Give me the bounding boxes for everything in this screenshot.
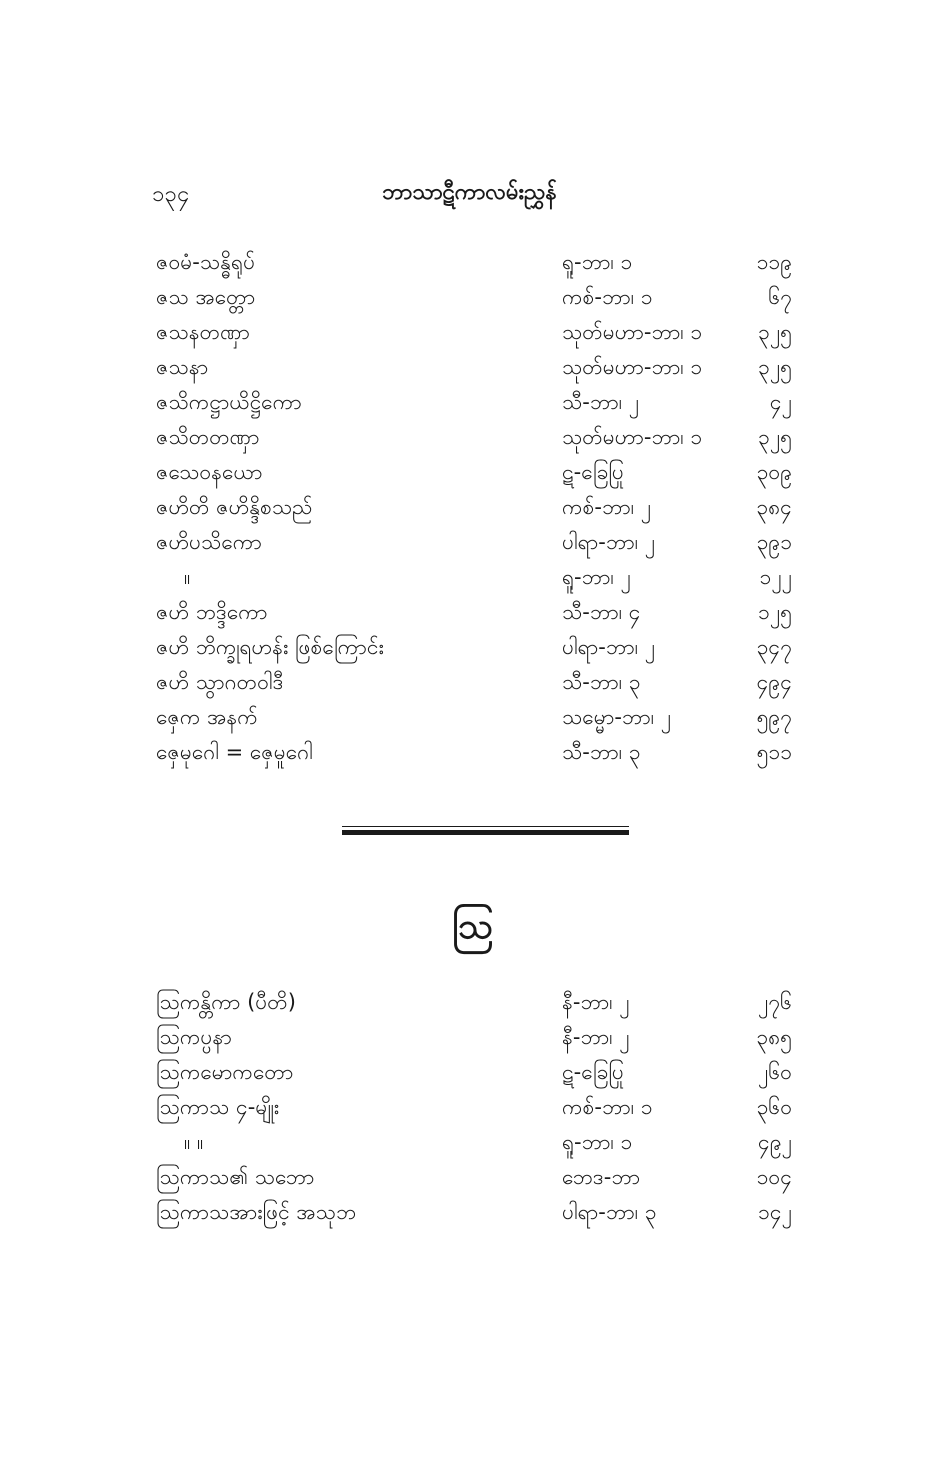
entry-term: ဇှေမုဂေါ = ဇှေမူဂေါ (156, 740, 313, 764)
entry-source: နီ-ဘာ၊ ၂ (562, 1025, 630, 1049)
entry-term: ဩကပ္ပနာ (156, 1025, 232, 1049)
index-entry (152, 525, 792, 560)
index-entry (152, 735, 792, 770)
entry-term: ဩကာသ ၄-မျိုး (156, 1095, 280, 1119)
entry-term: ဇဟိ ဘိက္ခုရဟန်း ဖြစ်ကြောင်း (156, 635, 384, 659)
entry-page-number: ၄၂ (769, 390, 792, 414)
entry-term-ditto-mark: ။ (184, 565, 191, 589)
entry-source: ပါရာ-ဘာ၊ ၂ (562, 530, 656, 554)
entry-source: ပါရာ-ဘာ၊ ၂ (562, 635, 656, 659)
entry-source: ရူ-ဘာ၊ ၂ (562, 565, 631, 589)
entry-source: သီ-ဘာ၊ ၃ (562, 740, 641, 764)
index-entry (152, 1020, 792, 1055)
index-entry (152, 1055, 792, 1090)
page-number: ၁၃၄ (152, 182, 190, 207)
entry-term: ဇဟိပသိကော (156, 530, 262, 554)
index-entry (152, 700, 792, 735)
index-entry (152, 1195, 792, 1230)
entry-source: ပါရာ-ဘာ၊ ၃ (562, 1200, 657, 1224)
entry-page-number: ၁၀၄ (756, 1165, 792, 1189)
section-heading-letter: ဩ (452, 906, 493, 947)
entry-page-number: ၂၇၆ (758, 990, 792, 1014)
index-list-section-two (152, 985, 792, 1230)
entry-source: သုတ်မဟာ-ဘာ၊ ၁ (562, 355, 703, 379)
index-entry (152, 350, 792, 385)
entry-term: ဇဟိတိ ဇဟိန္ဒိစသည် (156, 495, 313, 519)
entry-page-number: ၃၂၅ (758, 320, 792, 344)
entry-page-number: ၁၂၅ (758, 600, 792, 624)
entry-source: သီ-ဘာ၊ ၃ (562, 670, 641, 694)
entry-term: ဇသိတတဏှာ (156, 425, 260, 449)
entry-source: သုတ်မဟာ-ဘာ၊ ၁ (562, 320, 703, 344)
entry-term: ဩကမောကတော (156, 1060, 294, 1084)
entry-term: ဇှေက အနက် (156, 705, 258, 729)
entry-term: ဇသနတဏှာ (156, 320, 250, 344)
entry-page-number: ၃၂၅ (758, 425, 792, 449)
index-entry (152, 665, 792, 700)
index-entry (152, 280, 792, 315)
entry-source: ဋ-ခြေပြု (562, 460, 624, 484)
index-entry (152, 560, 792, 595)
entry-page-number: ၅၉၇ (756, 705, 792, 729)
entry-term: ဇသ အတ္တော (156, 285, 256, 309)
entry-source: ရူ-ဘာ၊ ၁ (562, 250, 633, 274)
entry-source: သီ-ဘာ၊ ၂ (562, 390, 640, 414)
page-title: ဘာသာဋီကာလမ်းညွှန် (382, 180, 557, 205)
entry-term: ဩကာသ၏ သဘော (156, 1165, 315, 1189)
index-list-section-one (152, 245, 792, 770)
entry-term: ဇဟိ သွာဂတဝါဒီ (156, 670, 284, 694)
index-entry (152, 630, 792, 665)
entry-page-number: ၆၇ (768, 285, 792, 309)
entry-page-number: ၃၈၄ (756, 495, 792, 519)
index-entry (152, 385, 792, 420)
entry-source: ရူ-ဘာ၊ ၁ (562, 1130, 633, 1154)
entry-page-number: ၃၄၇ (756, 635, 792, 659)
entry-term: ဇသနာ (156, 355, 209, 379)
entry-page-number: ၄၉၄ (756, 670, 792, 694)
entry-page-number: ၃၆၀ (756, 1095, 792, 1119)
entry-source: ကစ်-ဘာ၊ ၁ (562, 285, 653, 309)
entry-term: ဇဝမံ-သန္ဓိရုပ် (156, 250, 256, 274)
index-entry (152, 315, 792, 350)
entry-term: ဇဟိ ဘဒ္ဒိကော (156, 600, 268, 624)
entry-page-number: ၃၂၅ (758, 355, 792, 379)
entry-source: သမ္မော-ဘာ၊ ၂ (562, 705, 672, 729)
entry-source: ဋ-ခြေပြု (562, 1060, 624, 1084)
section-separator-rule (342, 826, 629, 835)
entry-page-number: ၃၉၁ (756, 530, 792, 554)
index-entry (152, 595, 792, 630)
entry-term: ဇသေဝနယော (156, 460, 263, 484)
entry-term-ditto-mark: ။ ။ (184, 1130, 204, 1154)
entry-source: နီ-ဘာ၊ ၂ (562, 990, 630, 1014)
index-entry (152, 1160, 792, 1195)
entry-page-number: ၁၄၂ (758, 1200, 792, 1224)
entry-source: ကစ်-ဘာ၊ ၂ (562, 495, 652, 519)
entry-source: ကစ်-ဘာ၊ ၁ (562, 1095, 653, 1119)
index-entry (152, 1090, 792, 1125)
entry-source: သုတ်မဟာ-ဘာ၊ ၁ (562, 425, 703, 449)
entry-page-number: ၁၁၉ (756, 250, 792, 274)
index-entry (152, 1125, 792, 1160)
index-entry (152, 985, 792, 1020)
entry-page-number: ၁၂၂ (759, 565, 792, 589)
entry-source: သီ-ဘာ၊ ၄ (562, 600, 641, 624)
entry-page-number: ၅၁၁ (756, 740, 792, 764)
index-entry (152, 490, 792, 525)
entry-term: ဩကာသအားဖြင့် အသုဘ (156, 1200, 357, 1224)
index-entry (152, 455, 792, 490)
index-entry (152, 420, 792, 455)
entry-source: ဘေဒ-ဘာ (562, 1165, 641, 1189)
entry-page-number: ၃၀၉ (756, 460, 792, 484)
entry-page-number: ၂၆၀ (758, 1060, 792, 1084)
entry-term: ဩကန္တိကာ (ပီတိ) (156, 990, 296, 1014)
entry-page-number: ၃၈၅ (756, 1025, 792, 1049)
separator-thick-line (342, 830, 629, 835)
entry-term: ဇသိကဋ္ဌာယိဋ္ဌိကော (156, 390, 302, 414)
entry-page-number: ၄၉၂ (758, 1130, 792, 1154)
index-entry (152, 245, 792, 280)
